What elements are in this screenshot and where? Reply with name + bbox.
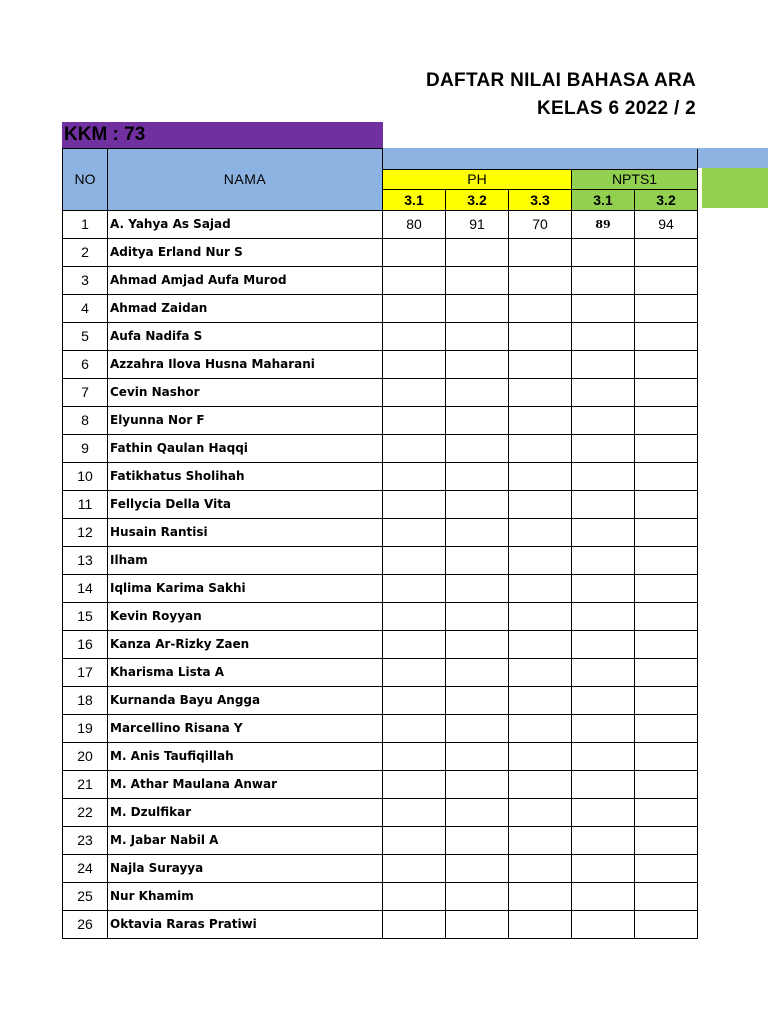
cell-score[interactable] <box>635 518 698 546</box>
cell-score[interactable] <box>572 826 635 854</box>
cell-score[interactable] <box>383 350 446 378</box>
cell-student-name[interactable]: A. Yahya As Sajad <box>108 210 383 238</box>
cell-student-name[interactable]: Najla Surayya <box>108 854 383 882</box>
header-npts-3-2[interactable]: 3.2 <box>635 189 698 210</box>
cell-no[interactable]: 12 <box>63 518 108 546</box>
table-row <box>63 350 698 378</box>
cell-score[interactable] <box>635 490 698 518</box>
table-row <box>63 518 698 546</box>
cell-score[interactable] <box>509 574 572 602</box>
cell-score[interactable] <box>383 406 446 434</box>
cell-score[interactable] <box>509 854 572 882</box>
cell-no[interactable]: 10 <box>63 462 108 490</box>
table-row <box>63 490 698 518</box>
cell-score[interactable] <box>572 798 635 826</box>
table-row <box>63 266 698 294</box>
cell-score[interactable] <box>635 882 698 910</box>
cell-score[interactable] <box>383 770 446 798</box>
cell-student-name[interactable]: Elyunna Nor F <box>108 406 383 434</box>
cell-score[interactable] <box>446 434 509 462</box>
cell-score[interactable] <box>635 686 698 714</box>
sheet-subtitle: KELAS 6 2022 / 2 <box>537 98 696 119</box>
cell-score[interactable] <box>509 406 572 434</box>
cell-score[interactable] <box>509 882 572 910</box>
cell-no[interactable]: 25 <box>63 882 108 910</box>
cell-student-name[interactable]: Cevin Nashor <box>108 378 383 406</box>
cell-no[interactable]: 14 <box>63 574 108 602</box>
table-row <box>63 882 698 910</box>
cell-score[interactable] <box>446 462 509 490</box>
cell-student-name[interactable]: Fatikhatus Sholihah <box>108 462 383 490</box>
cell-score[interactable] <box>509 238 572 266</box>
cell-student-name[interactable]: M. Jabar Nabil A <box>108 826 383 854</box>
cell-score[interactable] <box>446 742 509 770</box>
table-row <box>63 686 698 714</box>
sheet-title: DAFTAR NILAI BAHASA ARA <box>426 70 697 91</box>
cell-score[interactable] <box>572 322 635 350</box>
cell-score[interactable] <box>446 630 509 658</box>
cell-no[interactable]: 16 <box>63 630 108 658</box>
cell-score[interactable] <box>572 518 635 546</box>
cell-score[interactable]: 70 <box>509 210 572 238</box>
cell-no[interactable]: 2 <box>63 238 108 266</box>
cell-score[interactable] <box>635 322 698 350</box>
cell-score[interactable] <box>635 714 698 742</box>
cell-score[interactable] <box>509 490 572 518</box>
table-row <box>63 630 698 658</box>
cell-score[interactable] <box>635 742 698 770</box>
cell-score[interactable] <box>572 742 635 770</box>
cell-score[interactable] <box>383 658 446 686</box>
cell-score[interactable] <box>509 546 572 574</box>
header-nama[interactable]: NAMA <box>108 149 383 211</box>
cell-score[interactable] <box>509 322 572 350</box>
cell-score[interactable] <box>635 826 698 854</box>
header-ph[interactable]: PH <box>383 169 572 189</box>
cell-score[interactable] <box>446 854 509 882</box>
cell-score[interactable] <box>383 742 446 770</box>
header-band-green <box>702 168 768 208</box>
cell-student-name[interactable]: Azzahra Ilova Husna Maharani <box>108 350 383 378</box>
cell-score[interactable] <box>446 546 509 574</box>
table-row <box>63 546 698 574</box>
cell-score[interactable] <box>446 266 509 294</box>
cell-student-name[interactable]: M. Anis Taufiqillah <box>108 742 383 770</box>
cell-student-name[interactable]: M. Dzulfikar <box>108 798 383 826</box>
cell-score[interactable] <box>572 434 635 462</box>
cell-score[interactable] <box>572 546 635 574</box>
kkm-label[interactable]: KKM : 73 <box>62 122 383 149</box>
cell-score[interactable] <box>446 490 509 518</box>
cell-score[interactable] <box>509 686 572 714</box>
cell-score[interactable] <box>383 294 446 322</box>
table-row <box>63 714 698 742</box>
cell-score[interactable] <box>509 518 572 546</box>
cell-score[interactable] <box>446 294 509 322</box>
title-clip <box>0 0 702 130</box>
cell-score[interactable] <box>509 630 572 658</box>
cell-score[interactable] <box>383 714 446 742</box>
cell-score[interactable] <box>635 574 698 602</box>
header-npts[interactable]: NPTS1 <box>572 169 698 189</box>
cell-score[interactable] <box>509 770 572 798</box>
cell-score[interactable] <box>383 854 446 882</box>
table-row <box>63 658 698 686</box>
header-ph-3-3[interactable]: 3.3 <box>509 189 572 210</box>
grades-table <box>62 148 698 939</box>
cell-score[interactable] <box>509 434 572 462</box>
cell-score[interactable] <box>446 238 509 266</box>
cell-score[interactable] <box>446 826 509 854</box>
cell-score[interactable] <box>635 798 698 826</box>
cell-no[interactable]: 8 <box>63 406 108 434</box>
cell-score[interactable] <box>509 350 572 378</box>
cell-score[interactable] <box>446 602 509 630</box>
table-row <box>63 210 698 238</box>
table-row <box>63 406 698 434</box>
cell-score[interactable] <box>572 602 635 630</box>
table-row <box>63 322 698 350</box>
cell-score[interactable] <box>509 714 572 742</box>
cell-score[interactable] <box>446 770 509 798</box>
cell-score[interactable] <box>572 350 635 378</box>
cell-student-name[interactable]: Kurnanda Bayu Angga <box>108 686 383 714</box>
cell-score[interactable] <box>383 910 446 938</box>
cell-no[interactable]: 4 <box>63 294 108 322</box>
cell-score[interactable] <box>446 798 509 826</box>
cell-student-name[interactable]: Kanza Ar-Rizky Zaen <box>108 630 383 658</box>
cell-score[interactable] <box>383 266 446 294</box>
cell-score[interactable] <box>383 378 446 406</box>
cell-score[interactable] <box>383 518 446 546</box>
cell-no[interactable]: 11 <box>63 490 108 518</box>
cell-no[interactable]: 22 <box>63 798 108 826</box>
cell-score[interactable] <box>572 378 635 406</box>
cell-score[interactable] <box>383 322 446 350</box>
cell-score[interactable] <box>446 686 509 714</box>
cell-score[interactable]: 91 <box>446 210 509 238</box>
cell-student-name[interactable]: Fathin Qaulan Haqqi <box>108 434 383 462</box>
cell-score[interactable] <box>572 238 635 266</box>
cell-score[interactable]: 80 <box>383 210 446 238</box>
table-row <box>63 462 698 490</box>
cell-no[interactable]: 24 <box>63 854 108 882</box>
cell-no[interactable]: 9 <box>63 434 108 462</box>
table-row <box>63 798 698 826</box>
header-no[interactable]: NO <box>63 149 108 211</box>
cell-score[interactable] <box>572 910 635 938</box>
cell-score[interactable] <box>509 602 572 630</box>
table-row <box>63 742 698 770</box>
cell-score[interactable] <box>383 798 446 826</box>
cell-score[interactable] <box>572 574 635 602</box>
table-row <box>63 574 698 602</box>
cell-no[interactable]: 21 <box>63 770 108 798</box>
cell-no[interactable]: 26 <box>63 910 108 938</box>
cell-score[interactable] <box>572 714 635 742</box>
cell-no[interactable]: 5 <box>63 322 108 350</box>
cell-score[interactable] <box>572 294 635 322</box>
header-blue-band <box>383 149 698 170</box>
table-row <box>63 238 698 266</box>
header-ph-3-1[interactable]: 3.1 <box>383 189 446 210</box>
cell-score[interactable] <box>509 910 572 938</box>
cell-score[interactable] <box>572 882 635 910</box>
cell-score[interactable] <box>572 770 635 798</box>
cell-score[interactable] <box>635 462 698 490</box>
cell-score[interactable] <box>572 658 635 686</box>
cell-student-name[interactable]: Aufa Nadifa S <box>108 322 383 350</box>
cell-score[interactable] <box>383 462 446 490</box>
cell-student-name[interactable]: Marcellino Risana Y <box>108 714 383 742</box>
cell-score[interactable] <box>572 266 635 294</box>
table-row <box>63 910 698 938</box>
cell-no[interactable]: 6 <box>63 350 108 378</box>
cell-score[interactable] <box>635 406 698 434</box>
cell-score[interactable] <box>446 910 509 938</box>
cell-score[interactable] <box>383 238 446 266</box>
cell-student-name[interactable]: Fellycia Della Vita <box>108 490 383 518</box>
cell-no[interactable]: 13 <box>63 546 108 574</box>
header-npts-3-1[interactable]: 3.1 <box>572 189 635 210</box>
cell-score[interactable] <box>446 518 509 546</box>
cell-score[interactable] <box>446 658 509 686</box>
cell-score[interactable] <box>635 602 698 630</box>
cell-score[interactable] <box>635 378 698 406</box>
cell-score[interactable] <box>509 798 572 826</box>
table-row <box>63 770 698 798</box>
table-row <box>63 434 698 462</box>
cell-score[interactable] <box>383 826 446 854</box>
cell-no[interactable]: 18 <box>63 686 108 714</box>
cell-score[interactable] <box>446 882 509 910</box>
cell-score[interactable] <box>572 490 635 518</box>
cell-no[interactable]: 17 <box>63 658 108 686</box>
cell-score[interactable] <box>446 714 509 742</box>
cell-score[interactable] <box>383 686 446 714</box>
cell-score[interactable] <box>446 378 509 406</box>
cell-score[interactable]: 89 <box>572 210 635 238</box>
cell-student-name[interactable]: Ilham <box>108 546 383 574</box>
cell-student-name[interactable]: Kevin Royyan <box>108 602 383 630</box>
cell-score[interactable]: 94 <box>635 210 698 238</box>
cell-score[interactable] <box>572 406 635 434</box>
table-row <box>63 854 698 882</box>
cell-score[interactable] <box>635 266 698 294</box>
cell-score[interactable] <box>635 238 698 266</box>
cell-score[interactable] <box>509 658 572 686</box>
cell-student-name[interactable]: Nur Khamim <box>108 882 383 910</box>
cell-score[interactable] <box>383 602 446 630</box>
cell-score[interactable] <box>383 882 446 910</box>
cell-student-name[interactable]: Iqlima Karima Sakhi <box>108 574 383 602</box>
cell-student-name[interactable]: Kharisma Lista A <box>108 658 383 686</box>
cell-score[interactable] <box>572 854 635 882</box>
cell-no[interactable]: 1 <box>63 210 108 238</box>
cell-score[interactable] <box>572 462 635 490</box>
table-row <box>63 826 698 854</box>
cell-no[interactable]: 3 <box>63 266 108 294</box>
cell-student-name[interactable]: Ahmad Zaidan <box>108 294 383 322</box>
cell-score[interactable] <box>572 630 635 658</box>
cell-score[interactable] <box>383 546 446 574</box>
cell-score[interactable] <box>509 378 572 406</box>
cell-student-name[interactable]: Aditya Erland Nur S <box>108 238 383 266</box>
cell-score[interactable] <box>446 350 509 378</box>
cell-score[interactable] <box>635 294 698 322</box>
cell-score[interactable] <box>509 742 572 770</box>
cell-score[interactable] <box>509 826 572 854</box>
cell-score[interactable] <box>446 574 509 602</box>
cell-student-name[interactable]: Oktavia Raras Pratiwi <box>108 910 383 938</box>
cell-score[interactable] <box>383 490 446 518</box>
cell-score[interactable] <box>383 574 446 602</box>
cell-no[interactable]: 7 <box>63 378 108 406</box>
cell-no[interactable]: 19 <box>63 714 108 742</box>
cell-score[interactable] <box>635 630 698 658</box>
cell-score[interactable] <box>572 686 635 714</box>
cell-score[interactable] <box>509 294 572 322</box>
cell-score[interactable] <box>383 630 446 658</box>
cell-score[interactable] <box>635 854 698 882</box>
cell-score[interactable] <box>446 406 509 434</box>
cell-no[interactable]: 20 <box>63 742 108 770</box>
cell-no[interactable]: 15 <box>63 602 108 630</box>
table-row <box>63 602 698 630</box>
cell-score[interactable] <box>509 462 572 490</box>
cell-no[interactable]: 23 <box>63 826 108 854</box>
table-row <box>63 378 698 406</box>
cell-score[interactable] <box>383 434 446 462</box>
cell-student-name[interactable]: Husain Rantisi <box>108 518 383 546</box>
cell-score[interactable] <box>635 658 698 686</box>
cell-student-name[interactable]: M. Athar Maulana Anwar <box>108 770 383 798</box>
cell-student-name[interactable]: Ahmad Amjad Aufa Murod <box>108 266 383 294</box>
cell-score[interactable] <box>635 546 698 574</box>
table-row <box>63 294 698 322</box>
cell-score[interactable] <box>509 266 572 294</box>
cell-score[interactable] <box>635 350 698 378</box>
cell-score[interactable] <box>635 910 698 938</box>
cell-score[interactable] <box>635 770 698 798</box>
header-ph-3-2[interactable]: 3.2 <box>446 189 509 210</box>
cell-score[interactable] <box>635 434 698 462</box>
cell-score[interactable] <box>446 322 509 350</box>
